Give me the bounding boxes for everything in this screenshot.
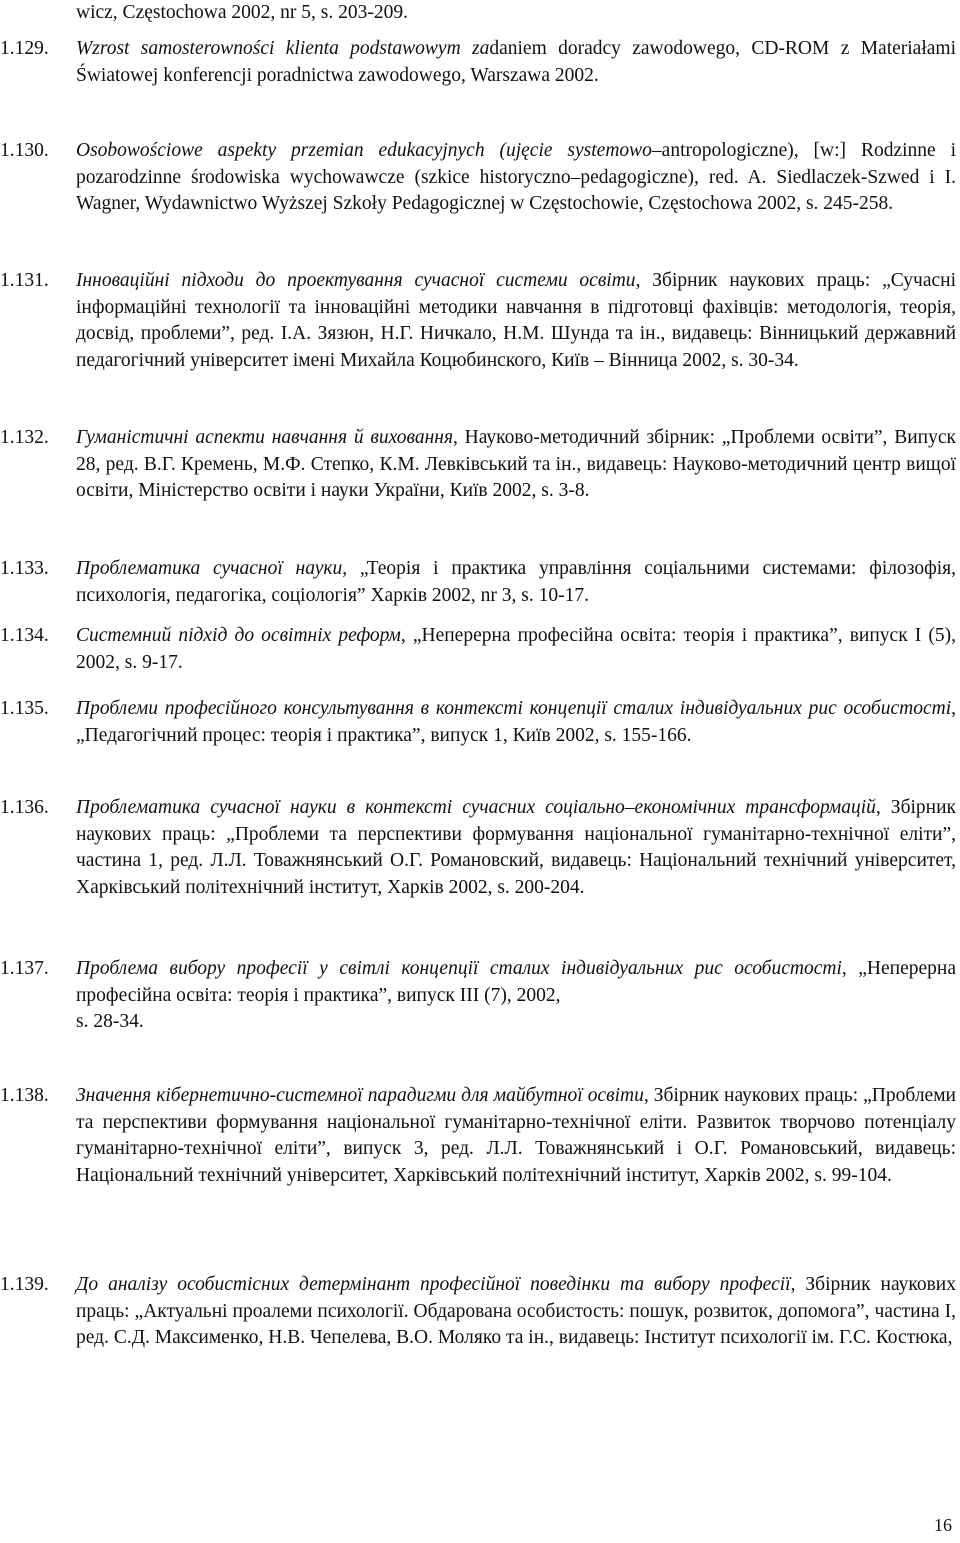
entry-number: 1.137. (0, 958, 49, 979)
entry-number: 1.136. (0, 797, 49, 818)
entry-title: Проблематика сучасної науки (76, 558, 343, 579)
bibliography-entry-1139 (0, 1272, 956, 1352)
entry-details: , „Неперерна професійна освіта: теорія і практика”, випуск I (5), 2002, s. 9-17. (76, 625, 956, 673)
entry-title: Wzrost samosterowności klienta podstawowym za (76, 38, 490, 59)
entry-title: До аналізу особистісних детермінант професійної поведінки та вибору професії (76, 1274, 791, 1295)
bibliography-entry-1138 (0, 1083, 956, 1189)
entry-number: 1.135. (0, 698, 49, 719)
entry-details: , Збірник наукових праць: „Проблеми та перспективи формування національної гуманітарно-технічної еліти”, частина 1, ред. Л.Л. Товажнянський О.Г. Романовский, видавець: Національний технічний університет, Харківський політехнічний інститут, Харків 2002, s. 200-204. (76, 797, 957, 898)
entry-number: 1.139. (0, 1274, 49, 1295)
entry-details: , Збірник наукових праць: „Сучасні інформаційні технології та інноваційні методики навчання в підготовці фахівців: методологія, теорія, досвід, проблеми”, ред. І.А. Зязюн, Н.Г. Ничкало, Н.М. Шунда та ін., видавець: Вінницький державний педагогічний університет імені Михайла Коцюбинского, Київ – Вінница 2002, s. 30-34. (76, 270, 956, 371)
bibliography-entry-1135 (0, 696, 956, 749)
entry-details: , „Педагогічний процес: теорія і практика”, випуск 1, Київ 2002, s. 155-166. (76, 698, 956, 746)
page-number: 16 (934, 1515, 952, 1535)
bibliography-entry-1133 (0, 556, 956, 609)
continued-citation-line: wicz, Częstochowa 2002, nr 5, s. 203-209. (76, 2, 408, 23)
bibliography-entry-1129 (0, 36, 956, 89)
entry-title: Гуманістичні аспекти навчання й виховання (76, 427, 454, 448)
entry-title: Значення кібернетично-системної парадигми для майбутної освіти (76, 1085, 644, 1106)
entry-number: 1.132. (0, 427, 49, 448)
entry-details: daniem doradcy zawodowego, CD-ROM z Materiałami Światowej konferencji poradnictwa zawodowego, Warszawa 2002. (76, 38, 956, 86)
bibliography-entry-1131 (0, 268, 956, 374)
bibliography-entry-1136 (0, 795, 956, 901)
entry-title: Osobowościowe aspekty przemian edukacyjnych (ujęcie systemowo– (76, 140, 662, 161)
entry-number: 1.131. (0, 270, 49, 291)
entry-number: 1.133. (0, 558, 49, 579)
entry-number: 1.130. (0, 140, 49, 161)
entry-number: 1.129. (0, 38, 49, 59)
entry-details: , „Неперерна професійна освіта: теорія і практика”, випуск III (7), 2002, (76, 958, 957, 1006)
entry-number: 1.134. (0, 625, 49, 646)
entry-title: Проблема вибору професії у світлі концепції сталих індивідуальних рис особистості (76, 958, 842, 979)
entry-number: 1.138. (0, 1085, 49, 1106)
entry-title: Проблеми професійного консультування в контексті концепції сталих індивідуальних рис особистості (76, 698, 952, 719)
entry-title: Проблематика сучасної науки в контексті сучасних соціально–економічних трансформацій (76, 797, 876, 818)
entry-pages: s. 28-34. (76, 1011, 144, 1032)
bibliography-entry-1137 (0, 956, 956, 1036)
entry-details: , Збірник наукових праць: „Проблеми та перспективи формування національної гуманітарно-технічної еліти. Развиток творчово потенціалу гуманітарно-технічної еліти”, випуск 3, ред. Л.Л. Товажнянський і О.Г. Романовський, видавець: Національний технічний університет, Харківський політехнічний інститут, Харків 2002, s. 99-104. (76, 1085, 956, 1186)
entry-details: , „Теорія і практика управління соціальними системами: філозофія, психологія, педагогіка, соціологія” Харків 2002, nr 3, s. 10-17. (76, 558, 956, 606)
entry-title: Інноваційні підходи до проектування сучасної системи освіти (76, 270, 636, 291)
bibliography-entry-1130 (0, 138, 956, 218)
entry-title: Системний підхід до освітніх реформ (76, 625, 401, 646)
bibliography-entry-1134 (0, 623, 956, 676)
entry-details: antropologiczne), [w:] Rodzinne i pozarodzinne środowiska wychowawcze (szkice historyczno–pedagogiczne), red. A. Siedlaczek-Szwed i I. Wagner, Wydawnictwo Wyższej Szkoły Pedagogicznej w Częstochowie, Częstochowa 2002, s. 245-258. (76, 140, 956, 214)
entry-details: , Науково-методичний збірник: „Проблеми освіти”, Випуск 28, ред. В.Г. Кремень, М.Ф. Степко, К.М. Левківський та ін., видавець: Науково-методичний центр вищої освіти, Міністерство освіти і науки України, Київ 2002, s. 3-8. (76, 427, 956, 501)
entry-details: , Збірник наукових праць: „Актуальні проалеми психології. Обдарована особистость: пошук, розвиток, допомога”, частина I, ред. С.Д. Максименко, Н.В. Чепелева, В.О. Моляко та ін., видавець: Інститут психології ім. Г.С. Костюка, (76, 1274, 956, 1348)
bibliography-entry-1132 (0, 425, 956, 505)
